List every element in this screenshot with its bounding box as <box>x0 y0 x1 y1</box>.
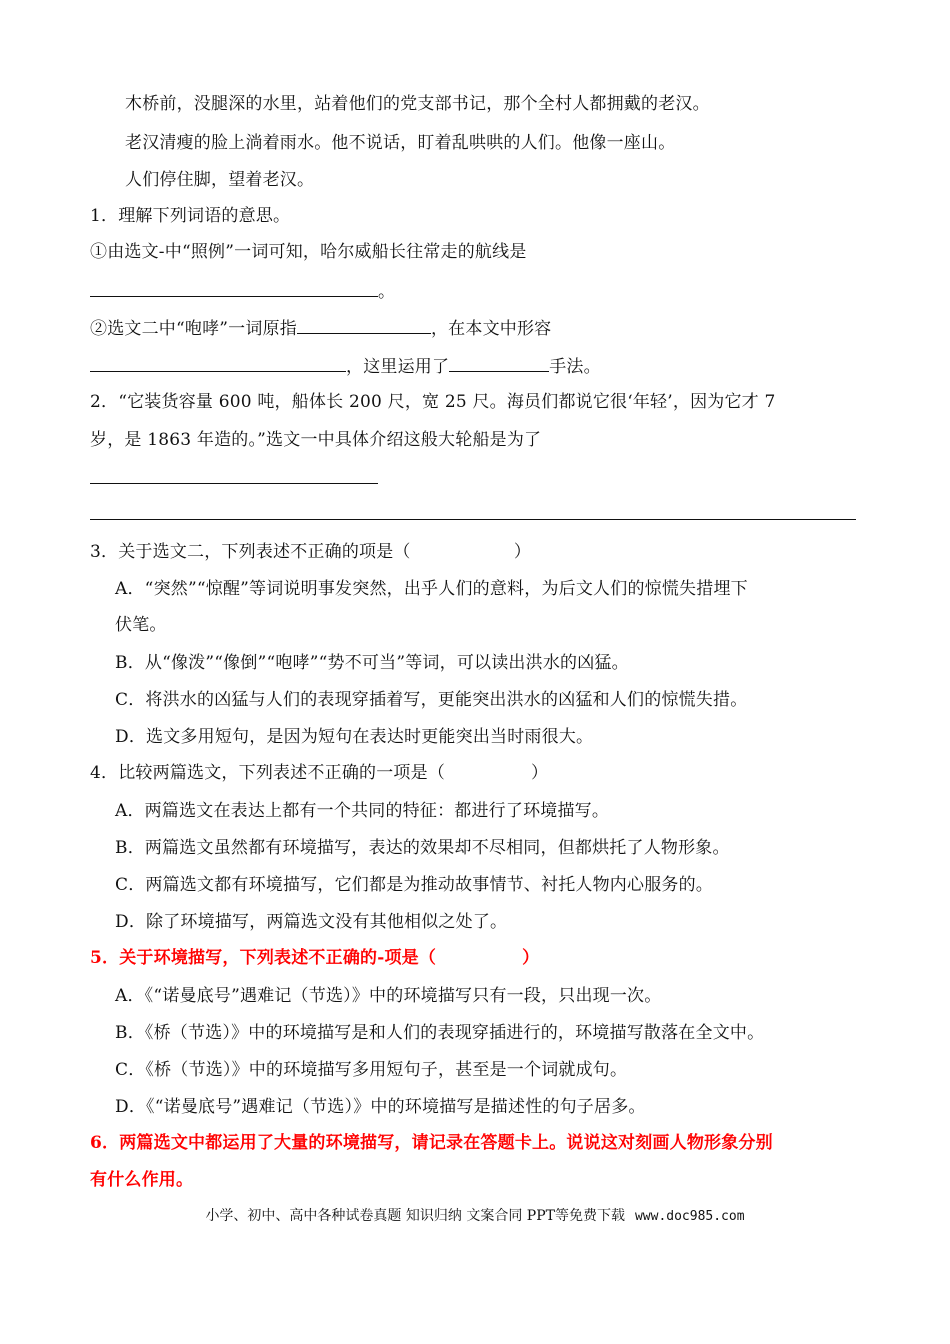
footer-text: 小学、初中、高中各种试卷真题 知识归纳 文案合同 PPT等免费下载 <box>205 1208 625 1224</box>
answer-blank[interactable] <box>90 278 378 297</box>
passage-paragraph-3: 人们停住脚，望着老汉。 <box>125 170 315 190</box>
question-5-option-c: C．《桥（节选）》中的环境描写多用短句子，甚至是一个词就成句。 <box>115 1060 628 1080</box>
question-5-stem: 5．关于环境描写，下列表述不正确的-项是（ ） <box>90 948 540 968</box>
question-4-option-a: A．两篇选文在表达上都有一个共同的特征：都进行了环境描写。 <box>115 801 610 821</box>
answer-blank[interactable] <box>90 353 346 372</box>
page-footer <box>0 1206 950 1227</box>
footer-url[interactable]: www.doc985.com <box>634 1209 745 1224</box>
question-2-line-2: 岁，是 1863 年造的。”选文一中具体介绍这般大轮船是为了 <box>90 430 542 450</box>
question-3-option-b: B．从“像泼”“像倒”“咆哮”“势不可当”等词，可以读出洪水的凶猛。 <box>115 653 629 673</box>
question-4-stem: 4．比较两篇选文，下列表述不正确的一项是（ ） <box>90 763 549 783</box>
question-6-line-1: 6．两篇选文中都运用了大量的环境描写，请记录在答题卡上。说说这对刻画人物形象分别 <box>90 1133 773 1153</box>
question-4-option-d: D．除了环境描写，两篇选文没有其他相似之处了。 <box>115 912 508 932</box>
question-1a-text: ①由选文-中“照例”一词可知，哈尔威船长往常走的航线是 <box>90 242 527 262</box>
answer-blank[interactable] <box>449 353 549 372</box>
question-2-line-1: 2．“它装货容量 600 吨，船体长 200 尺，宽 25 尺。海员们都说它很‘年轻’，因为它才 7 <box>90 392 776 412</box>
passage-paragraph-2: 老汉清瘦的脸上淌着雨水。他不说话，盯着乱哄哄的人们。他像一座山。 <box>125 133 676 153</box>
question-1b-text-3: ，这里运用了 <box>346 357 450 377</box>
question-1-stem: 1．理解下列词语的意思。 <box>90 206 291 226</box>
question-2-answer-line-1[interactable] <box>90 483 378 484</box>
question-5-option-a: A．《“诺曼底号”遇难记（节选）》中的环境描写只有一段，只出现一次。 <box>115 986 662 1006</box>
question-5-option-d: D．《“诺曼底号”遇难记（节选）》中的环境描写是描述性的句子居多。 <box>115 1097 646 1117</box>
question-1b-line-1 <box>90 315 551 341</box>
question-1b-text-2: ，在本文中形容 <box>430 319 552 339</box>
question-4-option-c: C．两篇选文都有环境描写，它们都是为推动故事情节、衬托人物内心服务的。 <box>115 875 714 895</box>
question-2-answer-line-2[interactable] <box>90 519 856 520</box>
question-3-option-a-cont: 伏笔。 <box>115 615 167 635</box>
question-1b-text-1: ②选文二中“咆哮”一词原指 <box>90 319 297 339</box>
question-4-option-b: B．两篇选文虽然都有环境描写，表达的效果却不尽相同，但都烘托了人物形象。 <box>115 838 730 858</box>
question-1a-end: 。 <box>378 282 396 302</box>
question-1b-text-4: 手法。 <box>549 357 601 377</box>
answer-blank[interactable] <box>297 315 431 334</box>
question-6-line-2: 有什么作用。 <box>90 1170 194 1190</box>
question-1a-answer-line <box>90 278 395 304</box>
question-3-option-c: C．将洪水的凶猛与人们的表现穿插着写，更能突出洪水的凶猛和人们的惊慌失措。 <box>115 690 748 710</box>
question-3-option-d: D．选文多用短句，是因为短句在表达时更能突出当时雨很大。 <box>115 727 594 747</box>
question-3-option-a: A．“突然”“惊醒”等词说明事发突然，出乎人们的意料，为后文人们的惊慌失措埋下 <box>115 579 748 599</box>
question-5-option-b: B．《桥（节选）》中的环境描写是和人们的表现穿插进行的，环境描写散落在全文中。 <box>115 1023 765 1043</box>
passage-paragraph-1: 木桥前，没腿深的水里，站着他们的党支部书记，那个全村人都拥戴的老汉。 <box>125 94 710 114</box>
question-3-stem: 3．关于选文二，下列表述不正确的项是（ ） <box>90 542 532 562</box>
question-1b-line-2 <box>90 353 601 379</box>
